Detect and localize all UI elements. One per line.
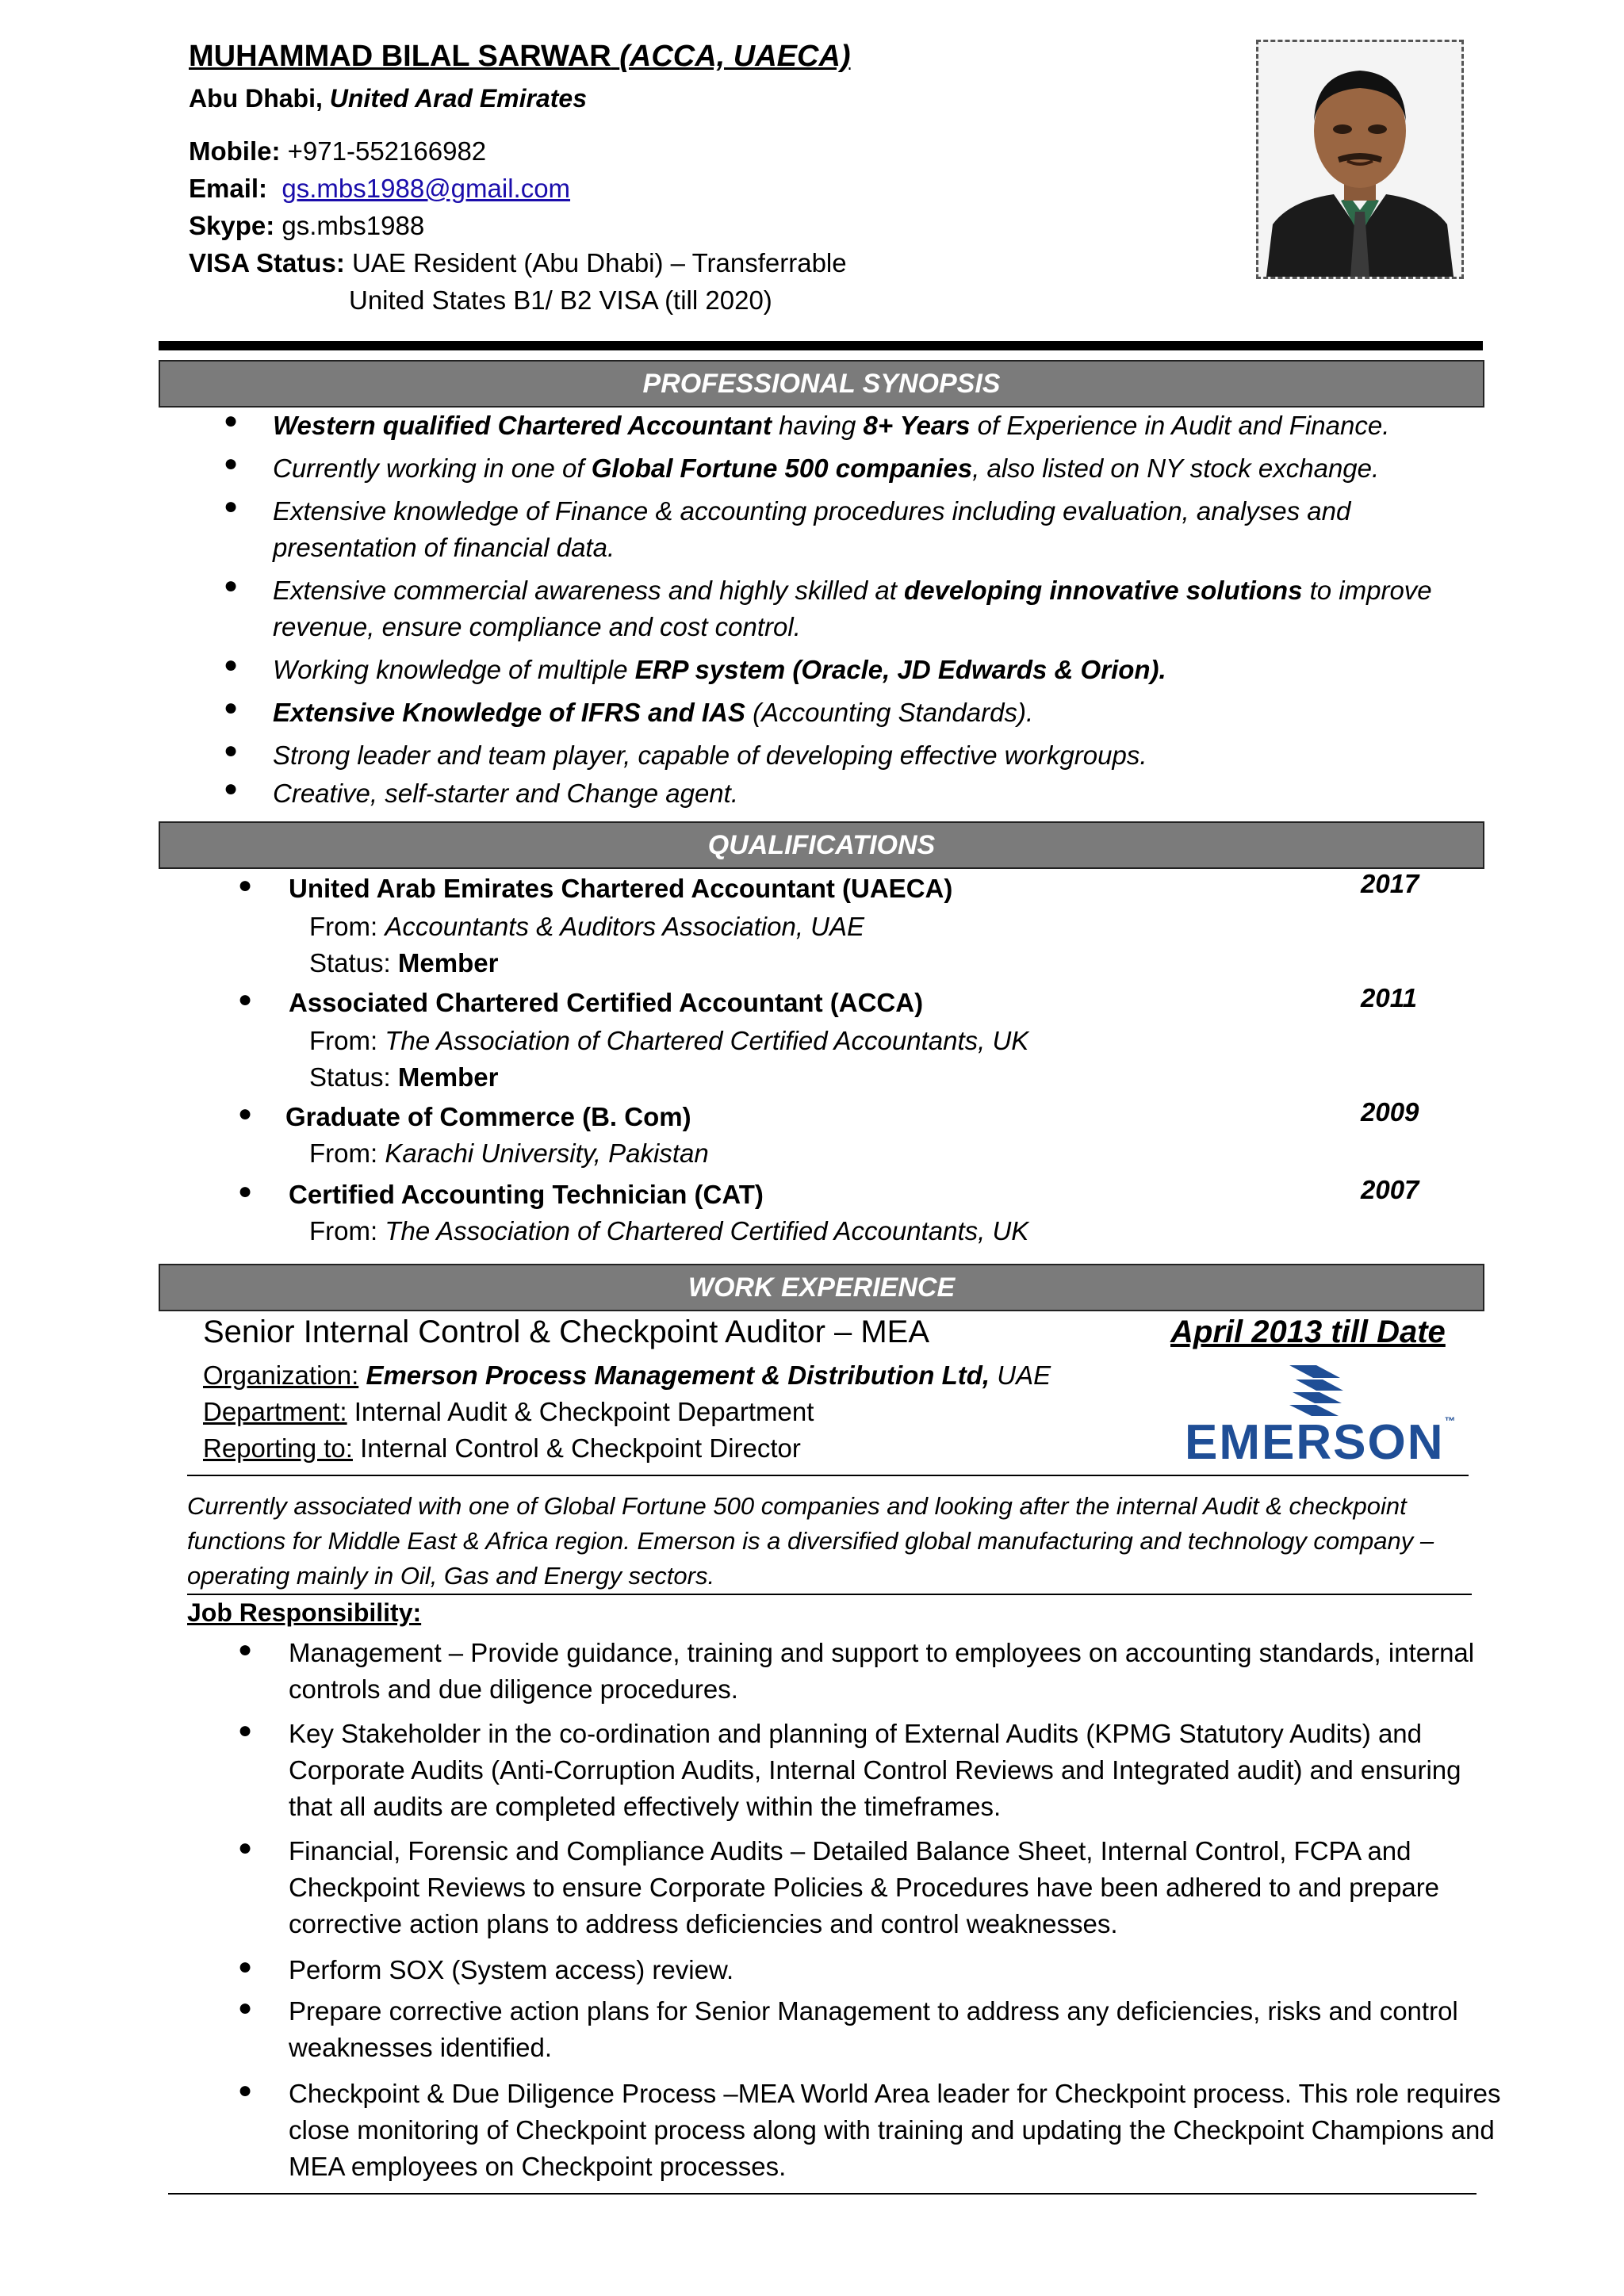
qualification-title: Certified Accounting Technician (CAT) (289, 1180, 764, 1209)
synopsis-item: Strong leader and team player, capable of developing effective workgroups. (273, 740, 1147, 770)
job-description: Currently associated with one of Global Fortune 500 companies and looking after the internal Audit & checkpoint functions for Middle East & Africa region. Emerson is a diversified global manufacturing and technology company – operating mainly in Oil, Gas and Energy sectors. (187, 1492, 1434, 1590)
bullet: ● (224, 450, 239, 476)
bullet: ● (224, 695, 239, 721)
bullet: ● (224, 737, 239, 763)
bullet: ● (238, 1100, 253, 1127)
bullet: ● (238, 2077, 253, 2103)
email-line: Email: gs.mbs1988@gmail.com (189, 174, 571, 203)
synopsis-item: Extensive knowledge of Finance & accounting procedures including evaluation, analyses and presentation of financial data. (273, 496, 1351, 562)
qualification-title: United Arab Emirates Chartered Accountant (UAECA) (289, 874, 953, 903)
reporting-line: Reporting to: Internal Control & Checkpoint Director (203, 1433, 801, 1463)
responsibility-item: Management – Provide guidance, training and support to employees on accounting standards, internal controls and due diligence procedures. (289, 1638, 1475, 1704)
divider (187, 1475, 1469, 1476)
bullet: ● (238, 1954, 253, 1980)
bullet: ● (224, 493, 239, 519)
responsibility-item: Perform SOX (System access) review. (289, 1955, 734, 1984)
section-professional-synopsis: PROFESSIONAL SYNOPSIS (159, 360, 1484, 408)
qualification-year: 2009 (1361, 1097, 1419, 1127)
qualification-title: Associated Chartered Certified Accountant (ACCA) (289, 988, 924, 1017)
visa-line-2: United States B1/ B2 VISA (till 2020) (349, 285, 772, 315)
section-qualifications: QUALIFICATIONS (159, 821, 1484, 869)
synopsis-item: Working knowledge of multiple ERP system (Oracle, JD Edwards & Orion). (273, 655, 1166, 684)
bullet: ● (238, 1717, 253, 1743)
qualification-from: From: The Association of Chartered Certified Accountants, UK (309, 1216, 1029, 1246)
email-link[interactable]: gs.mbs1988@gmail.com (282, 174, 571, 203)
emerson-wordmark: EMERSON™ (1185, 1414, 1457, 1470)
section-work-experience: WORK EXPERIENCE (159, 1264, 1484, 1311)
qualification-status: Status: Member (309, 948, 499, 978)
organization-line: Organization: Emerson Process Management & Distribution Ltd, UAE (203, 1360, 1051, 1390)
mobile-line: Mobile: +971-552166982 (189, 136, 487, 166)
bullet: ● (238, 1178, 253, 1204)
header-divider (159, 341, 1483, 350)
job-title: Senior Internal Control & Checkpoint Auditor – MEA (203, 1314, 930, 1349)
synopsis-item: Extensive commercial awareness and highly skilled at developing innovative solutions to improve revenue, ensure compliance and cost control. (273, 576, 1432, 641)
footer-divider (168, 2193, 1477, 2195)
bullet: ● (238, 1636, 253, 1663)
qualification-from: From: The Association of Chartered Certified Accountants, UK (309, 1026, 1029, 1055)
synopsis-item: Currently working in one of Global Fortune 500 companies, also listed on NY stock exchange. (273, 453, 1380, 483)
bullet: ● (238, 986, 253, 1012)
qualification-title: Graduate of Commerce (B. Com) (285, 1102, 691, 1131)
qualification-year: 2011 (1361, 983, 1417, 1012)
responsibility-item: Checkpoint & Due Diligence Process –MEA World Area leader for Checkpoint process. This role requires close monitoring of Checkpoint process along with training and updating the Checkpoint Champions and MEA employees on Checkpoint processes. (289, 2079, 1501, 2181)
department-line: Department: Internal Audit & Checkpoint Department (203, 1397, 814, 1426)
qualification-from: From: Accountants & Auditors Association, UAE (309, 912, 865, 941)
bullet: ● (224, 572, 239, 599)
responsibility-item: Key Stakeholder in the co-ordination and planning of External Audits (KPMG Statutory Audits) and Corporate Audits (Anti-Corruption Audits, Internal Control Reviews and Integrated audit) and ensuring that all audits are completed effectively within the timeframes. (289, 1719, 1461, 1821)
bullet: ● (238, 1995, 253, 2021)
responsibility-item: Prepare corrective action plans for Senior Management to address any deficiencies, risks and control weaknesses identified. (289, 1996, 1458, 2062)
qualification-status: Status: Member (309, 1062, 499, 1092)
bullet: ● (238, 1835, 253, 1861)
bullet: ● (224, 652, 239, 678)
responsibility-item: Financial, Forensic and Compliance Audits – Detailed Balance Sheet, Internal Control, FCPA and Checkpoint Reviews to ensure Corporate Policies & Procedures have been adhered to and prepare corrective action plans to address deficiencies and control weaknesses. (289, 1836, 1440, 1938)
visa-line: VISA Status: UAE Resident (Abu Dhabi) – Transferrable (189, 248, 847, 277)
bullet: ● (238, 872, 253, 898)
qualification-year: 2017 (1361, 869, 1419, 898)
synopsis-item: Extensive Knowledge of IFRS and IAS (Accounting Standards). (273, 698, 1034, 727)
qualification-from: From: Karachi University, Pakistan (309, 1138, 709, 1168)
location: Abu Dhabi, United Arad Emirates (189, 84, 587, 113)
job-responsibility-heading: Job Responsibility: (187, 1598, 422, 1627)
bullet: ● (224, 775, 239, 802)
candidate-name: MUHAMMAD BILAL SARWAR (ACCA, UAECA) (189, 40, 851, 73)
emerson-logo (1185, 1360, 1457, 1470)
job-date: April 2013 till Date (1170, 1314, 1446, 1349)
divider (187, 1594, 1472, 1595)
avatar (1258, 42, 1461, 277)
profile-photo (1256, 40, 1464, 279)
bullet: ● (224, 408, 239, 434)
mobile-value: +971-552166982 (287, 136, 487, 166)
synopsis-item: Western qualified Chartered Accountant having 8+ Years of Experience in Audit and Finance. (273, 411, 1390, 440)
skype-line: Skype: gs.mbs1988 (189, 211, 425, 240)
qualification-year: 2007 (1361, 1175, 1419, 1204)
synopsis-item: Creative, self-starter and Change agent. (273, 779, 738, 808)
